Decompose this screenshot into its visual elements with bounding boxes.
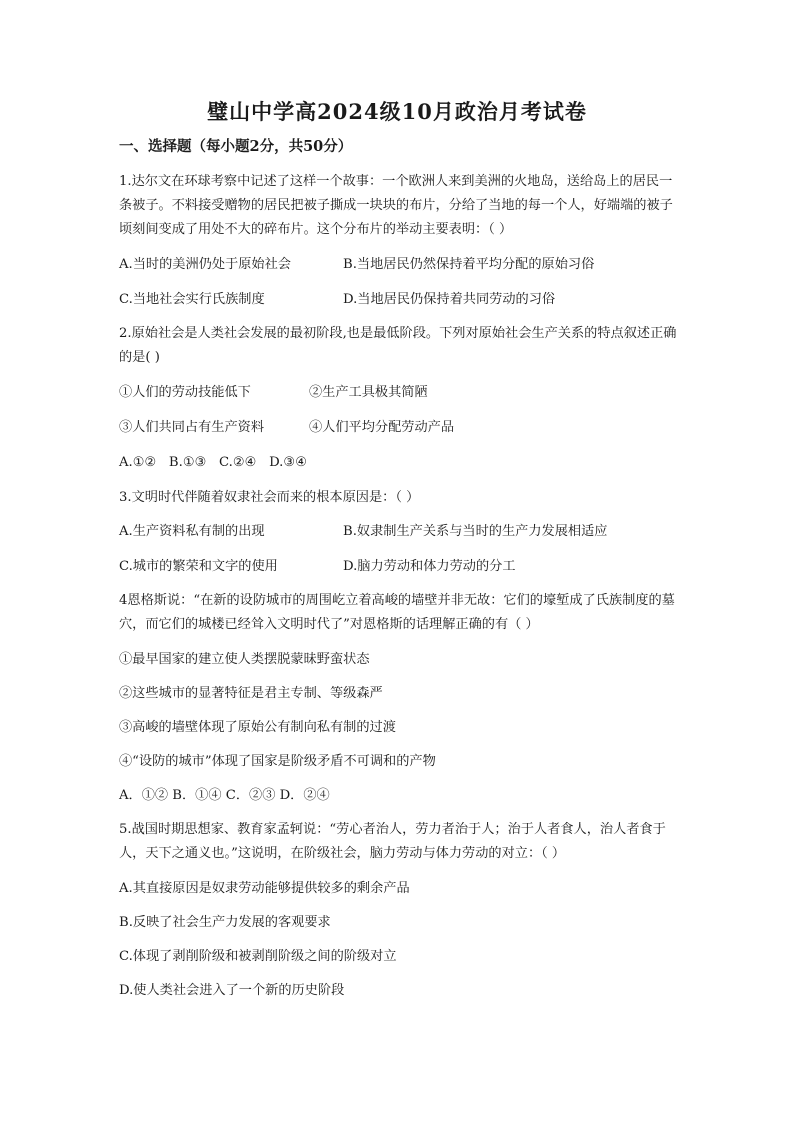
question-3-option-b: B.奴隶制生产关系与当时的生产力发展相适应	[343, 524, 608, 539]
question-5	[119, 818, 679, 1003]
question-3	[119, 485, 679, 579]
question-1-option-d: D.当地居民仍保持着共同劳动的习俗	[343, 292, 556, 307]
question-2-statement-3: ③人们共同占有生产资料	[119, 420, 265, 435]
question-1-options-row-1	[119, 252, 679, 277]
question-4-stem: 4恩格斯说：“在新的设防城市的周围屹立着高峻的墙壁并非无故：它们的壕堑成了氏族制度的墓穴，而它们的城楼已经耸入文明时代了”对恩格斯的话理解正确的有（ ）	[119, 593, 675, 632]
question-3-options-row-2	[119, 554, 679, 579]
question-2-statements-row-2	[119, 415, 679, 440]
question-1-option-a: A.当时的美洲仍处于原始社会	[119, 257, 291, 272]
exam-title: 璧山中学高2024级10月政治月考试卷	[207, 99, 587, 124]
question-3-stem: 3.文明时代伴随着奴隶社会而来的根本原因是：（ ）	[119, 490, 420, 505]
question-5-option-c: C.体现了剥削阶级和被剥削阶级之间的阶级对立	[119, 949, 397, 964]
question-2-stem: 2.原始社会是人类社会发展的最初阶段,也是最低阶段。下列对原始社会生产关系的特点叙述正确的是( )	[119, 326, 677, 365]
question-3-option-c: C.城市的繁荣和文字的使用	[119, 559, 278, 574]
question-1-options-row-2	[119, 287, 679, 312]
question-1	[119, 170, 679, 312]
question-2-statement-2: ②生产工具极其简陋	[309, 385, 428, 400]
question-4-statement-4: ④“设防的城市”体现了国家是阶级矛盾不可调和的产物	[119, 754, 436, 769]
question-4-options: A．①② B．①④ C．②③ D．②④	[119, 788, 330, 803]
question-5-option-a: A.其直接原因是奴隶劳动能够提供较多的剩余产品	[119, 881, 410, 896]
question-3-option-a: A.生产资料私有制的出现	[119, 524, 265, 539]
question-2-options: A.①② B.①③ C.②④ D.③④	[119, 455, 308, 470]
question-1-option-c: C.当地社会实行氏族制度	[119, 292, 265, 307]
question-5-stem: 5.战国时期思想家、教育家孟轲说：“劳心者治人，劳力者治于人；治于人者食人，治人者食于人，天下之通义也。”这说明，在阶级社会，脑力劳动与体力劳动的对立：（ ）	[119, 822, 666, 861]
question-2-statement-1: ①人们的劳动技能低下	[119, 385, 251, 400]
question-list	[119, 170, 679, 1012]
question-4-statement-1: ①最早国家的建立使人类摆脱蒙昧野蛮状态	[119, 652, 370, 667]
question-2	[119, 322, 679, 475]
question-3-options-row-1	[119, 519, 679, 544]
question-5-option-d: D.使人类社会进入了一个新的历史阶段	[119, 983, 345, 998]
question-4-statement-2: ②这些城市的显著特征是君主专制、等级森严	[119, 686, 383, 701]
question-2-statement-4: ④人们平均分配劳动产品	[309, 420, 455, 435]
question-4	[119, 589, 679, 808]
section-heading: 一、选择题（每小题2分，共50分）	[119, 138, 353, 155]
question-1-option-b: B.当地居民仍然保持着平均分配的原始习俗	[343, 257, 595, 272]
question-1-stem: 1.达尔文在环球考察中记述了这样一个故事：一个欧洲人来到美洲的火地岛，送给岛上的居民一条被子。不料接受赠物的居民把被子撕成一块块的布片，分给了当地的每一个人，好端端的被子顷刻间变成了用处不大的碎布片。这个分布片的举动主要表明：（ ）	[119, 174, 673, 237]
question-3-option-d: D.脑力劳动和体力劳动的分工	[343, 559, 516, 574]
question-2-statements-row-1	[119, 380, 679, 405]
question-4-statement-3: ③高峻的墙壁体现了原始公有制向私有制的过渡	[119, 720, 396, 735]
question-5-option-b: B.反映了社会生产力发展的客观要求	[119, 915, 331, 930]
